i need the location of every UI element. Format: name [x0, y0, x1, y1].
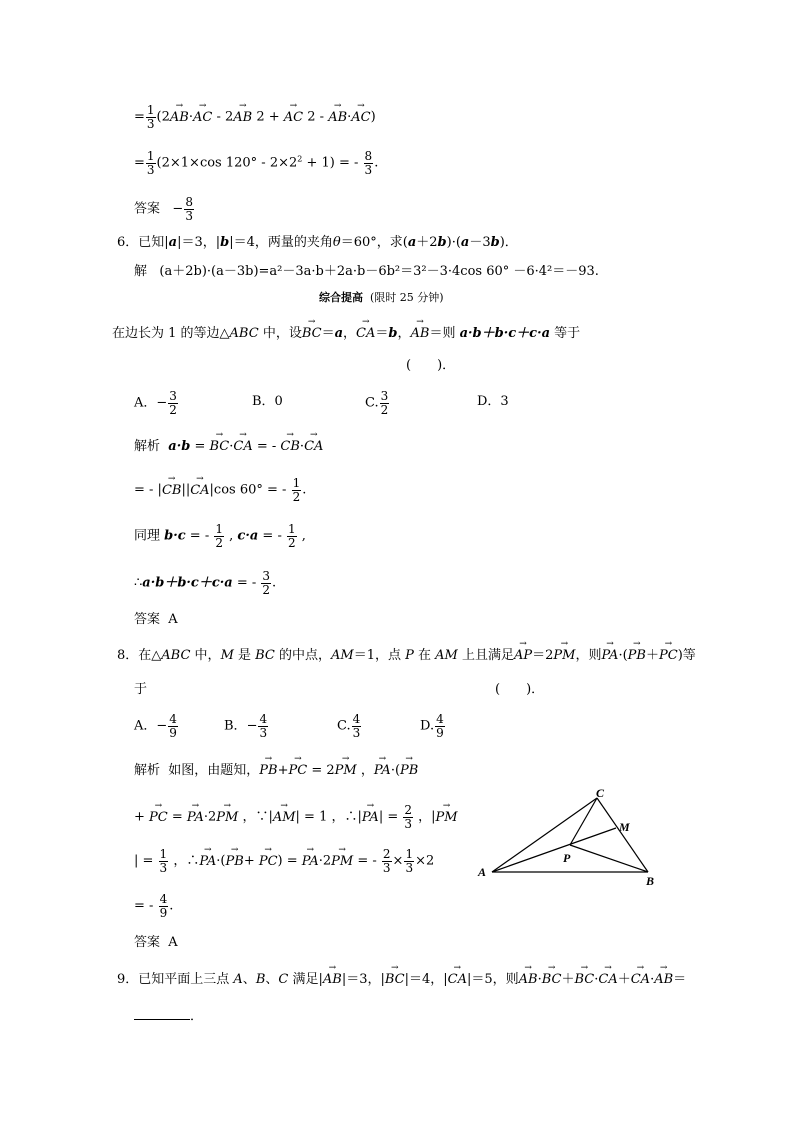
frac-den: 3	[352, 725, 361, 740]
answer-blank: ( )．	[406, 358, 456, 373]
text: |＝3，|	[177, 235, 221, 250]
var-b: b	[437, 235, 447, 250]
text: = -	[232, 575, 261, 591]
vector-ab: → AB	[233, 111, 252, 124]
vector-pm: → PM	[335, 764, 357, 777]
fraction	[292, 477, 302, 503]
expression: a·b＋b·c＋c·a	[142, 575, 233, 591]
point-c: C	[278, 972, 289, 987]
text: ＝60°，求(	[340, 235, 408, 250]
vector-pc: → PC	[259, 855, 278, 868]
text: 8．在△	[117, 648, 162, 663]
text: 中，设	[258, 326, 302, 341]
text: 、	[242, 972, 256, 987]
text: = -	[252, 439, 281, 454]
frac-den: 3	[404, 816, 413, 831]
frac-num: 1	[405, 847, 414, 861]
solution-label: 解析	[134, 763, 161, 778]
solution-label: 解析	[134, 439, 161, 454]
text: ·(	[390, 763, 401, 778]
vector-pm: → PM	[216, 811, 238, 824]
fraction	[159, 893, 169, 919]
var-a: a	[460, 235, 470, 250]
frac-den: 3	[146, 116, 155, 131]
fraction	[364, 150, 374, 176]
text: ,	[225, 528, 238, 544]
expression: a·b＋b·c＋c·a	[459, 326, 551, 341]
fraction	[404, 848, 414, 874]
frac-num: 3	[169, 389, 177, 403]
fraction	[435, 713, 445, 739]
var-a: a	[334, 326, 344, 341]
text: ，	[397, 326, 411, 341]
superscript: 2	[297, 154, 303, 164]
text: 、	[265, 972, 279, 987]
segment-pc	[570, 798, 597, 845]
p8-sol1	[134, 764, 418, 777]
fraction	[146, 104, 156, 130]
vector-pb: → PB	[226, 855, 244, 868]
text: .	[374, 155, 379, 171]
triangle-abc: ABC	[229, 326, 259, 341]
answer-label: 答案	[134, 612, 161, 627]
option-label: C.	[337, 718, 351, 734]
frac-num: 8	[364, 149, 373, 163]
sign: −	[156, 718, 168, 734]
text: (2×1×cos 120° - 2×2	[156, 155, 298, 171]
text: +	[243, 853, 259, 869]
point-m: M	[220, 648, 234, 663]
vector-bc: → BC	[210, 440, 230, 453]
p6-solution	[134, 265, 599, 278]
vector-am: → AM	[273, 811, 296, 824]
frac-den: 2	[292, 489, 301, 504]
text: ·2	[203, 809, 217, 825]
text: +	[134, 809, 150, 825]
text: ·	[594, 972, 599, 987]
triangle-abc: ABC	[161, 648, 191, 663]
fraction	[214, 523, 224, 549]
fraction	[168, 390, 178, 416]
frac-den: 2	[380, 402, 389, 417]
text: ·	[650, 972, 655, 987]
text: ·	[537, 972, 542, 987]
text: + 1) = -	[302, 155, 363, 171]
point-p: P	[405, 648, 414, 663]
p8-sol2	[134, 804, 458, 830]
text: 9．已知平面上三点	[117, 972, 234, 987]
frac-num: 1	[146, 149, 155, 163]
vector-pa: → PA	[302, 855, 319, 868]
triangle-figure	[470, 780, 670, 890]
frac-num: 2	[404, 803, 413, 817]
option-label: B．	[224, 718, 247, 734]
frac-num: 2	[382, 847, 391, 861]
text: = 2	[307, 763, 335, 778]
text: ∴	[134, 575, 143, 591]
vector-ap: → AP	[514, 649, 532, 662]
text: ，∴	[169, 853, 200, 869]
vector-pc: → PC	[289, 764, 308, 777]
p8-question-cont	[134, 683, 147, 696]
sign: −	[172, 201, 184, 217]
frac-num: 4	[436, 712, 444, 726]
text: 满足|	[288, 972, 323, 987]
expression: a·b	[168, 439, 191, 454]
text: 在边长为 1 的等边△	[112, 326, 230, 341]
vector-pc: → PC	[149, 811, 168, 824]
segment-am	[492, 828, 616, 872]
text: | =	[134, 853, 158, 869]
option-label: D.	[420, 718, 435, 734]
p7-sol1: 解析 a·b = → BC·→ CA = - → CB·→ CA	[134, 440, 323, 453]
text: ×	[392, 853, 404, 869]
frac-den: 9	[436, 725, 444, 740]
text: .	[169, 898, 174, 914]
answer-value: A	[168, 612, 178, 627]
vector-pa: → PA	[602, 649, 619, 662]
text: ，∵|	[238, 809, 273, 825]
text: 等于	[550, 326, 581, 341]
vector-bc: → BC	[542, 973, 562, 986]
text: ．	[190, 1009, 204, 1024]
vector-pm: → PM	[436, 811, 458, 824]
vector-ac: → AC	[193, 111, 212, 124]
text: ×2	[415, 853, 435, 869]
text: 6．已知|	[117, 235, 169, 250]
text: ＋	[645, 648, 659, 663]
frac-num: 1	[292, 476, 301, 490]
expression: b·c	[164, 528, 186, 544]
sign: −	[246, 718, 258, 734]
segment-pb	[570, 845, 648, 872]
vector-pa: → PA	[199, 855, 216, 868]
fraction	[403, 804, 413, 830]
p8-option-c	[337, 713, 362, 739]
vector-ca: → CA	[448, 973, 467, 986]
segment-ac	[492, 798, 597, 872]
p6-question	[117, 236, 518, 249]
fraction	[352, 713, 362, 739]
p7-option-c	[365, 390, 390, 416]
text: 在	[413, 648, 436, 663]
text: = -	[134, 898, 158, 914]
option-label: D．3	[477, 394, 509, 409]
text: )·(	[446, 235, 461, 250]
p7-paren	[406, 359, 455, 372]
text: 中，	[190, 648, 221, 663]
frac-den: 3	[382, 860, 391, 875]
fraction	[258, 713, 268, 739]
answer-blank: ( )．	[495, 682, 545, 697]
text: ·(	[216, 853, 226, 869]
vector-ca: → CA	[190, 484, 209, 497]
text: 上且满足	[457, 648, 514, 663]
equals: =	[134, 155, 145, 171]
frac-den: 3	[146, 162, 155, 177]
equals: =	[134, 109, 145, 125]
text: 于	[134, 682, 148, 697]
vector-bc: → BC	[302, 327, 322, 340]
vector-ac: → AC	[284, 111, 303, 124]
text: ＝2	[532, 648, 554, 663]
segment-bc: BC	[255, 648, 275, 663]
text: = -	[353, 853, 381, 869]
frac-den: 3	[185, 208, 193, 223]
frac-num: 3	[380, 389, 389, 403]
p7-question	[112, 327, 580, 340]
p8-paren	[495, 683, 544, 696]
option-label: C.	[365, 395, 379, 411]
text: ＝1，点	[353, 648, 406, 663]
text: = - |	[134, 482, 162, 498]
text: ) =	[277, 853, 302, 869]
section-time: (限时 25 分钟)	[370, 291, 444, 304]
vector-ca: → CA	[631, 973, 650, 986]
p8-option-b	[224, 713, 269, 739]
label-p: P	[563, 851, 571, 865]
p9-blank-line	[134, 1010, 203, 1023]
vector-ab: → AB	[654, 973, 673, 986]
frac-num: 1	[215, 522, 223, 536]
option-label: A．	[134, 718, 157, 734]
fraction	[287, 523, 297, 549]
fraction	[184, 196, 194, 222]
text: = -	[185, 528, 214, 544]
fraction	[146, 150, 156, 176]
text: ，	[343, 326, 357, 341]
var-b: b	[220, 235, 230, 250]
text: ＝	[321, 326, 335, 341]
text: =	[167, 809, 187, 825]
option-label: B．0	[252, 394, 283, 409]
vector-pm: → PM	[553, 649, 575, 662]
text: = -	[258, 528, 286, 544]
solution-label: 解	[134, 264, 148, 279]
text: 同理	[134, 528, 165, 544]
vector-pa: → PA	[187, 811, 204, 824]
text: ＝	[375, 326, 389, 341]
fraction	[168, 713, 178, 739]
p9-question	[117, 973, 686, 986]
vector-pc: → PC	[659, 649, 678, 662]
text: +	[277, 763, 289, 778]
p8-option-a	[134, 713, 179, 739]
point-b: B	[255, 972, 266, 987]
p8-sol3	[134, 848, 434, 874]
text: ＋2	[416, 235, 438, 250]
frac-den: 2	[169, 402, 177, 417]
frac-den: 2	[262, 582, 271, 597]
text: 如图，由题知，	[168, 763, 260, 778]
section-heading	[319, 292, 444, 303]
frac-num: 4	[352, 712, 361, 726]
vector-ca: → CA	[356, 327, 375, 340]
p8-option-d	[420, 713, 446, 739]
text: )等	[677, 648, 696, 663]
frac-num: 4	[159, 892, 168, 906]
text: ·2	[318, 853, 332, 869]
answer-label: 答案	[134, 201, 161, 217]
text: | =	[378, 809, 403, 825]
vector-ab: → AB	[170, 111, 189, 124]
frac-num: 4	[259, 712, 268, 726]
text: |＝4，|	[404, 972, 448, 987]
vector-cb: → CB	[280, 440, 300, 453]
p5-answer	[134, 196, 195, 222]
p8-answer	[134, 936, 178, 949]
frac-num: 1	[159, 847, 168, 861]
text: 的中点，	[274, 648, 332, 663]
label-m: M	[619, 820, 630, 834]
var-b: b	[490, 235, 500, 250]
p5-line1: = $\frac{1}{3}$ (2→ AB·→ AC - 2→ AB 2 + → AC 2 - → AB·→ AC)	[134, 104, 376, 130]
text: | = 1 ，∴|	[295, 809, 362, 825]
section-title: 综合提高	[319, 291, 363, 304]
var-theta: θ	[332, 235, 341, 250]
text: －3	[469, 235, 491, 250]
p5-line2	[134, 150, 378, 176]
vector-pb: → PB	[628, 649, 646, 662]
frac-num: 3	[262, 569, 271, 583]
frac-den: 9	[159, 905, 168, 920]
vector-cb: → CB	[162, 484, 182, 497]
p8-question	[117, 649, 696, 662]
text: ，则	[575, 648, 602, 663]
vector-ab: → AB	[519, 973, 538, 986]
text: - 2	[212, 109, 234, 125]
text: ＋	[561, 972, 575, 987]
fraction	[159, 848, 169, 874]
vector-pa: → PA	[374, 764, 391, 777]
frac-num: 8	[185, 195, 193, 209]
frac-den: 3	[159, 860, 168, 875]
frac-den: 2	[215, 535, 223, 550]
text: 2 +	[252, 109, 284, 125]
frac-den: 3	[405, 860, 414, 875]
text: ＝	[673, 972, 687, 987]
fill-in-blank[interactable]	[134, 1019, 190, 1020]
frac-den: 2	[287, 535, 296, 550]
var-a: a	[168, 235, 178, 250]
p7-answer	[134, 613, 178, 626]
frac-num: 1	[146, 103, 155, 117]
vector-pb: → PB	[400, 764, 418, 777]
p7-option-d	[477, 395, 509, 408]
text: |＝3，|	[341, 972, 385, 987]
p7-sol4	[134, 570, 276, 596]
segment-am: AM	[435, 648, 458, 663]
fraction	[261, 570, 271, 596]
p7-sol2	[134, 477, 306, 503]
vector-ab: → AB	[323, 973, 342, 986]
vector-bc: → BC	[385, 973, 405, 986]
frac-den: 9	[169, 725, 177, 740]
vector-ab: → AB	[328, 111, 347, 124]
text: ||	[181, 482, 191, 498]
text: 是	[233, 648, 256, 663]
label-a: A	[478, 865, 487, 879]
vector-pb: → PB	[259, 764, 277, 777]
text: ，	[356, 763, 374, 778]
vector-pm: → PM	[331, 855, 353, 868]
text: .	[272, 575, 277, 591]
text: )．	[499, 235, 518, 250]
answer-value: A	[168, 935, 178, 950]
segment-am: AM	[331, 648, 354, 663]
frac-num: 1	[287, 522, 296, 536]
fraction	[380, 390, 390, 416]
expression: c·a	[237, 528, 259, 544]
p8-sol4	[134, 893, 173, 919]
vector-bc: → BC	[574, 973, 594, 986]
p7-option-a	[134, 390, 179, 416]
var-a: a	[407, 235, 417, 250]
text: |＝5，则	[466, 972, 519, 987]
sign: −	[156, 395, 168, 411]
frac-den: 3	[259, 725, 268, 740]
text: ·(	[618, 648, 628, 663]
text: )	[370, 109, 376, 125]
text: |cos 60° = -	[209, 482, 291, 498]
text: ,	[297, 528, 306, 544]
var-b: b	[388, 326, 398, 341]
p7-sol3	[134, 523, 306, 549]
text: ＋	[617, 972, 631, 987]
p7-option-b	[252, 395, 283, 408]
text: (2	[156, 109, 170, 125]
option-label: A．	[134, 395, 157, 411]
vector-ca: → CA	[304, 440, 323, 453]
solution-text: (a＋2b)·(a－3b)=a²－3a·b＋2a·b－6b²＝3²－3·4cos 60° －6·4²＝－93.	[159, 264, 599, 279]
text: ＝则	[429, 326, 460, 341]
point-a: A	[233, 972, 243, 987]
text: ，|	[414, 809, 436, 825]
vector-ca: → CA	[598, 973, 617, 986]
frac-num: 4	[169, 712, 177, 726]
vector-ab: → AB	[411, 327, 430, 340]
text: |＝4，两量的夹角	[229, 235, 333, 250]
vector-ca: → CA	[233, 440, 252, 453]
text: 2 -	[303, 109, 329, 125]
frac-den: 3	[364, 162, 373, 177]
vector-ac: → AC	[351, 111, 370, 124]
text: =	[190, 439, 210, 454]
text: .	[302, 482, 307, 498]
segment-bc	[597, 798, 648, 872]
answer-label: 答案	[134, 935, 161, 950]
label-c: C	[596, 786, 605, 800]
label-b: B	[646, 874, 655, 888]
fraction	[382, 848, 392, 874]
vector-pa: → PA	[362, 811, 379, 824]
